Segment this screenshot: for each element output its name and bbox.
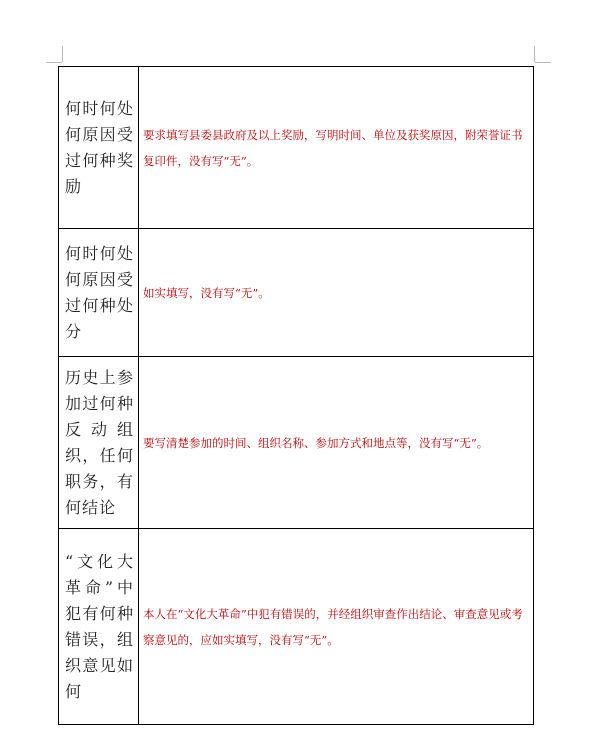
crop-mark-left-vertical [62, 46, 63, 62]
table-row [59, 529, 534, 725]
table-row [59, 229, 534, 357]
crop-mark-left-horizontal [46, 62, 62, 63]
row-label-cell [59, 529, 139, 725]
row-content-cell[interactable] [139, 529, 534, 725]
row-label-cell [59, 229, 139, 357]
personnel-form-table [58, 66, 534, 725]
row-content-history: 要写清楚参加的时间、组织名称、参加方式和地点等，没有写“无”。 [143, 435, 489, 450]
row-label-cell [59, 67, 139, 229]
crop-mark-right-vertical [534, 46, 535, 62]
row-content-rewards: 要求填写县委县政府及以上奖励，写明时间、单位及获奖原因，附荣誉证书复印件，没有写“无”。 [143, 127, 523, 168]
table-row [59, 67, 534, 229]
row-label-punishments: 何时何处何原因受过何种处分 [65, 243, 134, 341]
row-content-cell[interactable] [139, 357, 534, 529]
row-content-cultural-revolution: 本人在“文化大革命”中犯有错误的，并经组织审查作出结论、审查意见或考察意见的，应如实填写，没有写“无”。 [143, 606, 523, 647]
row-content-cell[interactable] [139, 67, 534, 229]
row-label-rewards: 何时何处何原因受过何种奖励 [65, 98, 134, 196]
row-label-cultural-revolution: “文化大革命”中犯有何种错误，组织意见如何 [65, 551, 134, 701]
table-row [59, 357, 534, 529]
row-content-cell[interactable] [139, 229, 534, 357]
row-label-history: 历史上参加过何种反动组织，任何职务，有何结论 [65, 367, 134, 517]
row-label-cell [59, 357, 139, 529]
crop-mark-right-horizontal [535, 62, 551, 63]
row-content-punishments: 如实填写，没有写“无”。 [143, 285, 270, 300]
